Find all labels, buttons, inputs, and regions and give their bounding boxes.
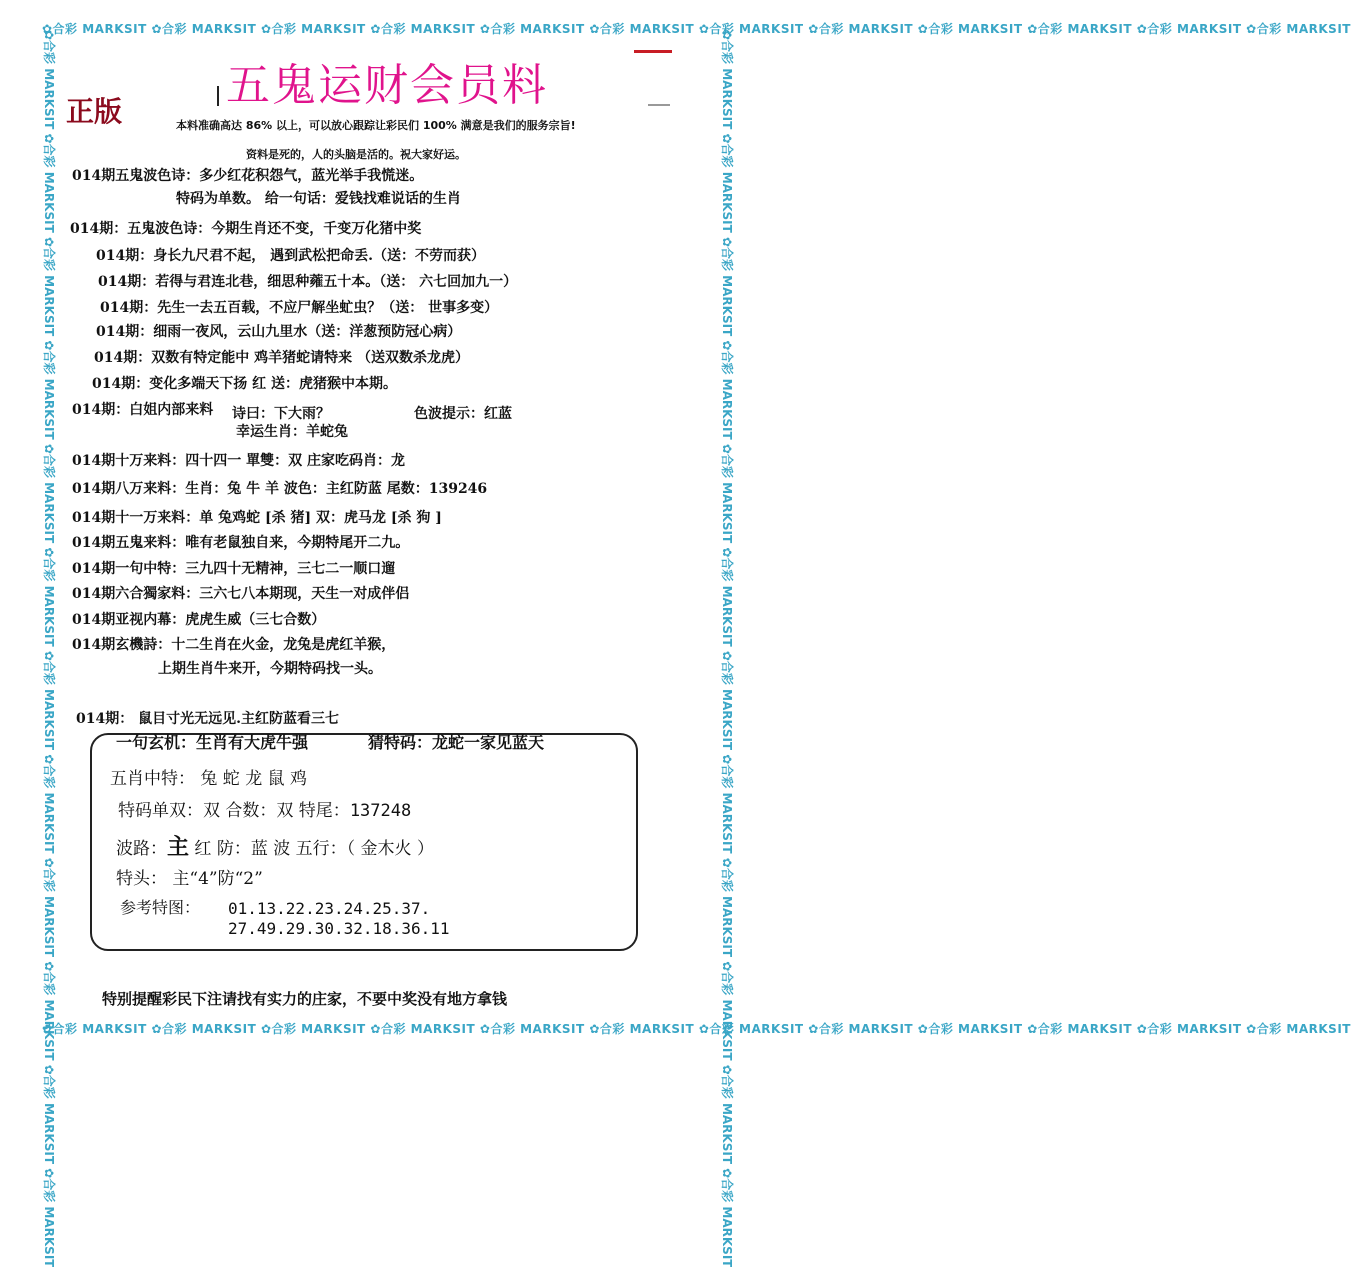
- footer-warning: 特别提醒彩民下注请找有实力的庄家，不要中奖没有地方拿钱: [102, 990, 508, 1008]
- authentic-badge: 正版: [66, 95, 123, 128]
- text-line-3: 014期：五鬼波色诗：今期生肖还不变，千变万化猪中奖: [70, 221, 422, 237]
- color-hint: 色波提示：红蓝: [414, 406, 512, 422]
- riddle-line: 一句玄机：生肖有大虎牛强: [116, 733, 309, 752]
- watermark-border-left: [38, 30, 60, 1267]
- text-line-11: 014期十万来料：四十四一 單雙：双 庄家吃码肖：龙: [72, 453, 405, 469]
- guess-line: 猜特码：龙蛇一家见蓝天: [368, 733, 545, 752]
- text-line-16: 014期六合獨家料：三六七八本期现，天生一对成伴侣: [72, 586, 410, 602]
- text-line-13: 014期十一万来料：单 兔鸡蛇 [杀 猪] 双：虎马龙 [杀 狗 ]: [72, 510, 442, 526]
- head-line: 特头： 主“4”防“2”: [116, 869, 263, 889]
- watermark-right-text: ✿合彩 MARKSIT ✿合彩 MARKSIT ✿合彩 MARKSIT ✿合彩 MARKSIT ✿合彩 MARKSIT ✿合彩 MARKSIT ✿合彩 MARKSIT ✿合彩 MARKSIT ✿合彩 MARKSIT ✿合彩 MARKSIT ✿合彩 MARKSIT ✿合彩 MARKSIT: [720, 30, 734, 1267]
- decorative-red-dash: [634, 50, 672, 53]
- ref-numbers-1: 01.13.22.23.24.25.37.: [228, 899, 431, 918]
- watermark-border-top: ✿合彩 MARKSIT ✿合彩 MARKSIT ✿合彩 MARKSIT ✿合彩 MARKSIT ✿合彩 MARKSIT ✿合彩 MARKSIT ✿合彩 MARKSIT ✿合彩 MARKSIT ✿合彩 MARKSIT ✿合彩 MARKSIT ✿合彩 MARKSIT ✿合彩 MARKSIT: [42, 22, 1351, 36]
- decorative-gray-dash: [648, 104, 670, 106]
- text-line-7: 014期：细雨一夜风，云山九里水（送：洋葱预防冠心病）: [96, 324, 462, 340]
- text-line-18: 014期玄機詩：十二生肖在火金，龙兔是虎红羊猴，: [72, 637, 396, 653]
- five-zodiac-line: 五肖中特： 兔 蛇 龙 鼠 鸡: [110, 769, 308, 789]
- text-line-19: 上期生肖牛来开，今期特码找一头。: [158, 661, 382, 677]
- text-line-9: 014期：变化多端天下扬 红 送：虎猪猴中本期。: [92, 376, 397, 392]
- text-line-17: 014期亚视内幕：虎虎生威（三七合数）: [72, 612, 326, 628]
- title-cursor-bar: [217, 86, 219, 106]
- text-line-15: 014期一句中特：三九四十无精神，三七二一顺口遛: [72, 561, 396, 577]
- text-line-20: 014期： 鼠目寸光无远见.主红防蓝看三七: [76, 711, 339, 727]
- poem-hint: 诗曰：下大雨？: [232, 406, 330, 422]
- lucky-zodiac: 幸运生肖：羊蛇兔: [236, 424, 348, 440]
- text-line-2: 特码为单数。 给一句话：爱钱找难说话的生肖: [176, 191, 461, 207]
- text-line-8: 014期：双数有特定能中 鸡羊猪蛇请特来 （送双数杀龙虎）: [94, 350, 469, 366]
- accuracy-motto: 本料准确高达 86% 以上，可以放心跟踪让彩民们 100% 满意是我们的服务宗旨!: [176, 119, 576, 132]
- wave-main: 主: [167, 834, 190, 860]
- watermark-border-right: [716, 30, 738, 1267]
- text-line-10: 014期：白姐内部来料: [72, 402, 214, 418]
- text-line-5: 014期：若得与君连北巷，细思种蕹五十本。（送： 六七回加九一）: [98, 274, 518, 290]
- wave-line: [116, 836, 434, 860]
- text-line-14: 014期五鬼来料：唯有老鼠独自来，今期特尾开二九。: [72, 535, 410, 551]
- wave-rest: 红 防：蓝 波 五行：（ 金木火 ）: [189, 839, 434, 859]
- ref-label: 参考特图：: [120, 898, 201, 917]
- wave-label: 波路：: [116, 839, 167, 859]
- tail-digits: 137248: [349, 801, 412, 821]
- text-line-12: 014期八万来料：生肖：兔 牛 羊 波色：主红防蓝 尾数：139246: [72, 481, 488, 497]
- text-line-6: 014期：先生一去五百载，不应尸解坐虻虫？（送： 世事多变）: [100, 300, 499, 316]
- odd-even-line: [118, 800, 411, 822]
- luck-motto: 资料是死的，人的头脑是活的。祝大家好运。: [246, 148, 466, 161]
- watermark-border-bottom: ✿合彩 MARKSIT ✿合彩 MARKSIT ✿合彩 MARKSIT ✿合彩 MARKSIT ✿合彩 MARKSIT ✿合彩 MARKSIT ✿合彩 MARKSIT ✿合彩 MARKSIT ✿合彩 MARKSIT ✿合彩 MARKSIT ✿合彩 MARKSIT ✿合彩 MARKSIT: [42, 1022, 1351, 1036]
- text-line-1: 014期五鬼波色诗：多少红花积怨气，蓝光举手我慌迷。: [72, 168, 424, 184]
- odd-even-text: 特码单双：双 合数：双 特尾：: [118, 801, 350, 821]
- page-title: 五鬼运财会员料: [226, 60, 548, 111]
- ref-numbers-2: 27.49.29.30.32.18.36.11: [228, 919, 450, 938]
- text-line-4: 014期：身长九尺君不起， 遇到武松把命丢.（送：不劳而获）: [96, 248, 485, 264]
- watermark-left-text: ✿合彩 MARKSIT ✿合彩 MARKSIT ✿合彩 MARKSIT ✿合彩 MARKSIT ✿合彩 MARKSIT ✿合彩 MARKSIT ✿合彩 MARKSIT ✿合彩 MARKSIT ✿合彩 MARKSIT ✿合彩 MARKSIT ✿合彩 MARKSIT ✿合彩 MARKSIT: [42, 30, 56, 1267]
